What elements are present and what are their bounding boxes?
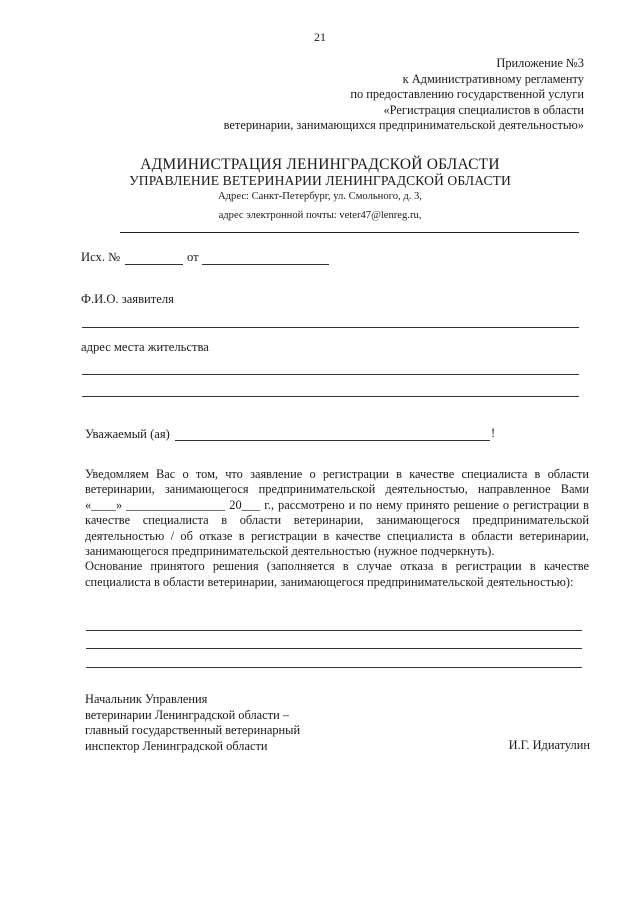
signatory-title-line: ветеринарии Ленинградской области – <box>85 707 290 722</box>
appendix-line: к Административному регламенту <box>402 71 584 86</box>
appendix-line: Приложение №3 <box>496 56 584 70</box>
salutation-name-line <box>175 440 490 441</box>
outgoing-number-line <box>125 264 183 265</box>
residence-address-line-2 <box>82 396 579 397</box>
basis-line-1 <box>86 630 582 631</box>
header-divider <box>120 232 579 233</box>
appendix-line: ветеринарии, занимающихся предпринимательской деятельностью» <box>223 118 584 132</box>
appendix-line: по предоставлению государственной услуги <box>350 87 584 101</box>
applicant-name-line <box>82 327 579 328</box>
date-from-line <box>202 264 329 265</box>
signatory-title <box>85 692 300 754</box>
signatory-title-line: главный государственный ветеринарный <box>85 723 301 738</box>
appendix-line: «Регистрация специалистов в области <box>383 102 584 117</box>
signatory-name: И.Г. Идиатулин <box>508 738 590 752</box>
notification-body <box>85 467 589 590</box>
organization-name: АДМИНИСТРАЦИЯ ЛЕНИНГРАДСКОЙ ОБЛАСТИ <box>140 156 500 173</box>
outgoing-number-label: Исх. № <box>81 250 121 264</box>
decision-basis-paragraph: Основание принятого решения (заполняется в случае отказа в регистрации в качестве специалиста в области ветеринарии, занимающегося предпринимательской деятельностью): <box>85 559 589 589</box>
organization-email: адрес электронной почты: veter47@lenreg.ru, <box>218 210 422 221</box>
date-from-label: от <box>187 250 199 264</box>
appendix-block <box>164 56 584 134</box>
basis-line-3 <box>86 667 582 668</box>
basis-line-2 <box>86 648 582 649</box>
signatory-title-line: инспектор Ленинградской области <box>85 738 268 753</box>
department-name: УПРАВЛЕНИЕ ВЕТЕРИНАРИИ ЛЕНИНГРАДСКОЙ ОБЛАСТИ <box>129 173 511 188</box>
notification-paragraph: Уведомляем Вас о том, что заявление о регистрации в качестве специалиста в области ветеринарии, занимающегося предпринимательской деятельностью, направленное Вами «____» ________________ 20___ г., рассмотрено и по нему принято решение о регистрации в качестве специалиста в области ветеринарии, занимающегося предпринимательской деятельностью / об отказе в регистрации в качестве специалиста в области ветеринарии, занимающегося предпринимательской деятельностью (нужное подчеркнуть). <box>85 467 589 559</box>
page-number: 21 <box>314 30 326 44</box>
organization-address: Адрес: Санкт-Петербург, ул. Смольного, д. 3, <box>218 191 422 202</box>
salutation-exclamation: ! <box>491 426 496 440</box>
salutation-label: Уважаемый (ая) <box>85 427 170 441</box>
applicant-name-label: Ф.И.О. заявителя <box>81 292 174 306</box>
signatory-title-line: Начальник Управления <box>85 692 208 706</box>
residence-address-line-1 <box>82 374 579 375</box>
residence-address-label: адрес места жительства <box>81 340 209 354</box>
